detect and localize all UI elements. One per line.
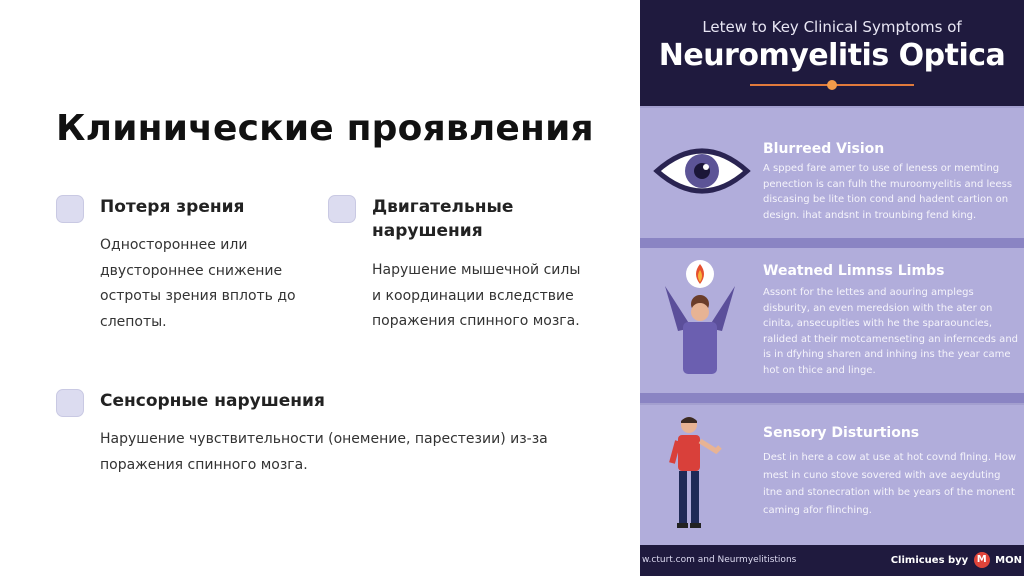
section-text: A spped fare amer to use of leness or memting penection is can fulh the muroomyelitis and leess discasing be lite tion cond and hadent cartion on design. ihat andsnt in trounbing fend king. <box>763 163 1013 221</box>
card-body: Нарушение мышечной силы и координации вследствие поражения спинного мозга. <box>372 262 581 329</box>
infographic-header <box>640 0 1024 106</box>
card-body: Нарушение чувствительности (онемение, парестезии) из-за поражения спинного мозга. <box>100 431 548 473</box>
footer-source: w.cturt.com and Neurmyelitistions <box>642 555 797 565</box>
section-separator <box>640 393 1024 403</box>
nmo-infographic <box>640 0 1024 576</box>
card-heading: Сенсорные нарушения <box>100 391 325 411</box>
infographic-section-sensory <box>640 405 1024 545</box>
card-heading: Потеря зрения <box>100 197 245 217</box>
card-marker-icon <box>56 195 84 223</box>
card-heading: Двигательные нарушения <box>372 197 514 241</box>
footer-credit-text: Climicues byy <box>890 555 969 566</box>
section-title: Weatned Limnss Limbs <box>763 263 945 279</box>
section-text: Assont for the lettes and aouring amplegs disburity, an even meredsion with the ater on cinita, ansecupities with he the sparaouncies, ralided at their motcamenseting an infernceds and is in dfyhing sharen and inhing ins the year came hot on thice and linge. <box>763 287 1018 376</box>
card-body: Одностороннее или двустороннее снижение остроты зрения вплоть до слепоты. <box>100 237 296 330</box>
section-title: Sensory Disturtions <box>763 425 920 441</box>
slide-title: Клинические проявления <box>56 108 594 149</box>
eye-icon <box>652 136 752 206</box>
section-separator <box>640 238 1024 248</box>
footer-credit <box>891 552 1022 568</box>
footer-brand: MON <box>995 555 1022 566</box>
section-title: Blurreed Vision <box>763 141 885 157</box>
infographic-subtitle: Letew to Key Clinical Symptoms of <box>702 18 962 36</box>
card-marker-icon <box>56 389 84 417</box>
header-divider-dot <box>827 80 837 90</box>
person-weak-limbs-icon <box>650 256 750 381</box>
standing-person-icon <box>664 413 734 538</box>
card-marker-icon <box>328 195 356 223</box>
section-text: Dest in here a cow at use at hot covnd flning. How mest in cuno stove sovered with ave aeyduting itne and stonecration with be years of the monent caming afor flinching. <box>763 452 1017 516</box>
infographic-footer <box>640 545 1024 576</box>
infographic-section-weak-limbs <box>640 248 1024 393</box>
brand-logo-icon: M <box>974 552 990 568</box>
infographic-title: Neuromyelitis Optica <box>658 38 1006 73</box>
infographic-section-vision <box>640 108 1024 238</box>
